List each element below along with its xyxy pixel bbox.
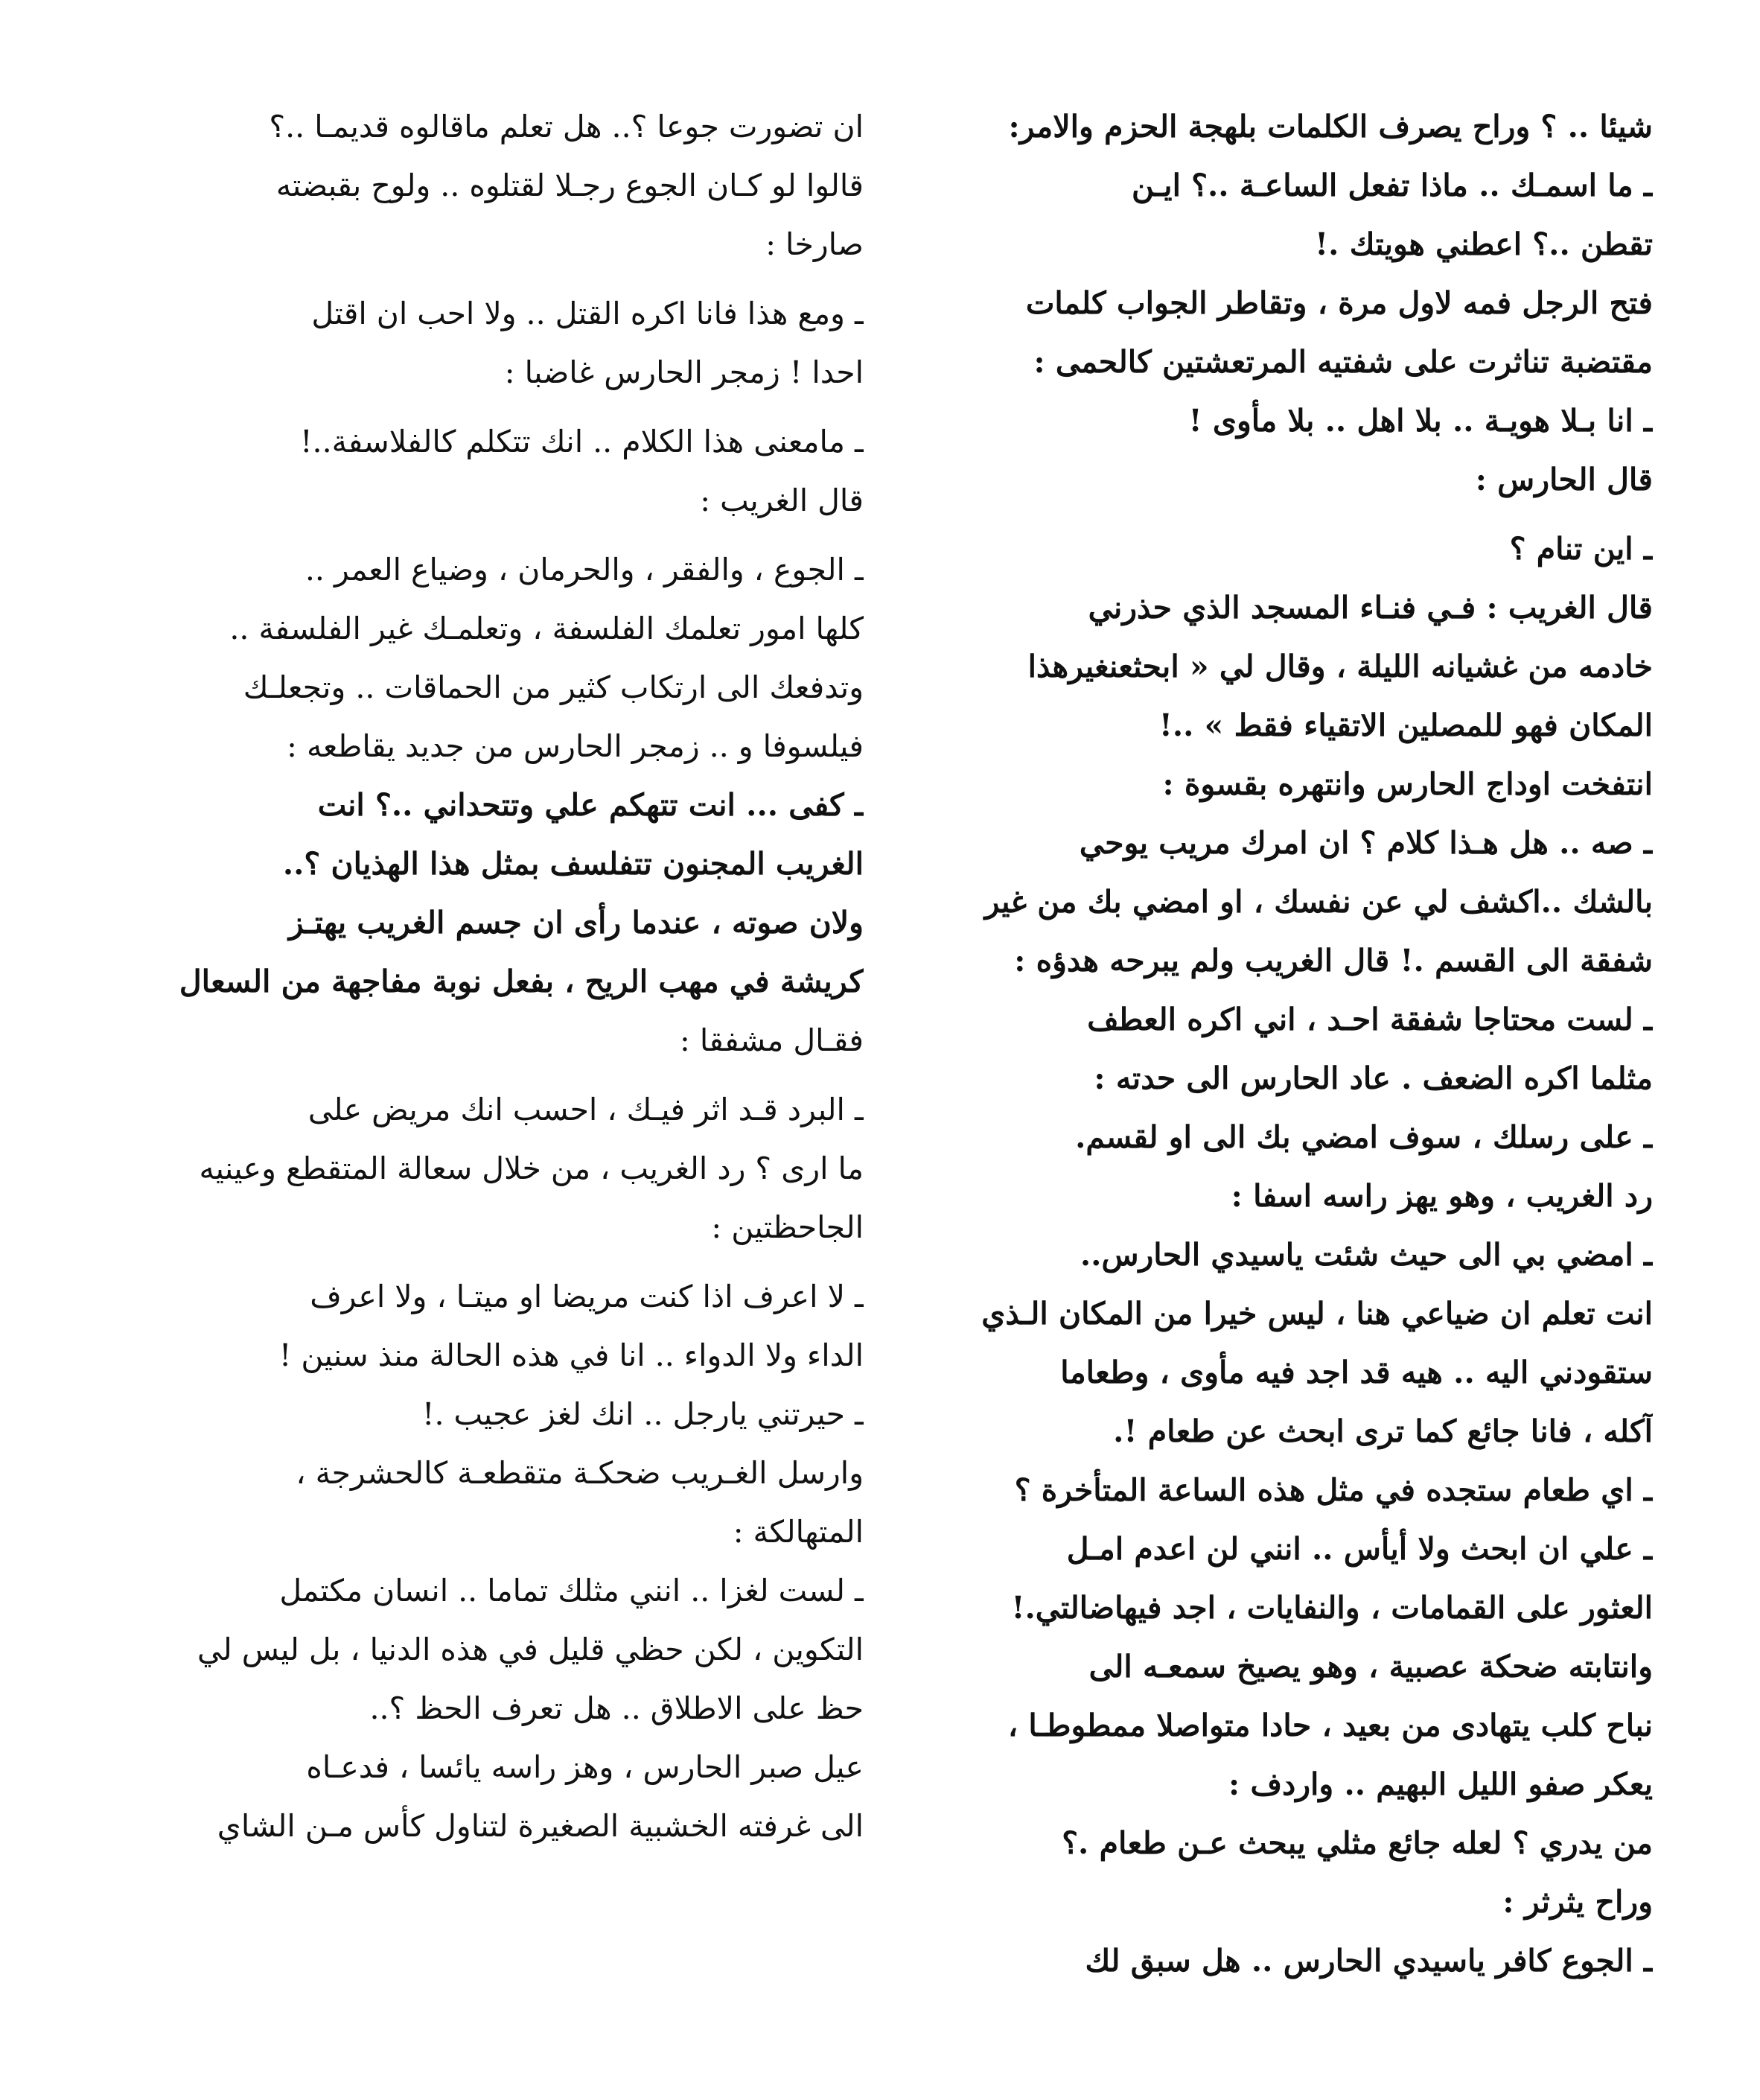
text-line: ستقودني اليه .. هيه قد اجد فيه مأوى ، وطعاما xyxy=(1060,1355,1653,1390)
text-line: فقـال مشفقا : xyxy=(679,1022,864,1058)
text-line: التكوين ، لكن حظي قليل في هذه الدنيا ، بل ليس لي xyxy=(197,1632,864,1667)
text-line: يعكر صفو الليل البهيم .. واردف : xyxy=(1228,1766,1653,1802)
text-line: ـ ما اسمـك .. ماذا تفعل الساعـة ..؟ ايـن xyxy=(1131,168,1653,203)
text-line: شفقة الى القسم .! قال الغريب ولم يبرحه هدؤه : xyxy=(1014,943,1653,979)
text-line: ـ على رسلك ، سوف امضي بك الى او لقسم. xyxy=(1075,1119,1653,1155)
text-line: من يدري ؟ لعله جائع مثلي يبحث عـن طعام .؟ xyxy=(1062,1825,1653,1861)
text-line: ـ امضي بي الى حيث شئت ياسيدي الحارس.. xyxy=(1080,1237,1653,1273)
text-line: ما ارى ؟ رد الغريب ، من خلال سعالة المتقطع وعينيه xyxy=(199,1151,864,1186)
text-line: ـ لا اعرف اذا كنت مريضا او ميتـا ، ولا اعرف xyxy=(310,1279,864,1314)
text-line: انتفخت اوداج الحارس وانتهره بقسوة : xyxy=(1162,766,1653,802)
right-text-column xyxy=(923,104,1653,1997)
text-line: بالشك ..اكشف لي عن نفسك ، او امضي بك من غير xyxy=(984,884,1653,920)
left-text-column xyxy=(134,104,864,1862)
text-line: وراح يثرثر : xyxy=(1502,1884,1653,1920)
text-line: قال الحارس : xyxy=(1475,462,1653,497)
text-line: رد الغريب ، وهو يهز راسه اسفا : xyxy=(1231,1178,1653,1214)
text-line: احدا ! زمجر الحارس غاضبا : xyxy=(504,354,864,390)
text-line: ـ الجوع ، والفقر ، والحرمان ، وضياع العمر .. xyxy=(305,552,864,588)
text-line: ـ مامعنى هذا الكلام .. انك تتكلم كالفلاسفة..! xyxy=(300,424,864,459)
text-line: الغريب المجنون تتفلسف بمثل هذا الهذيان ؟.. xyxy=(282,846,864,882)
text-line: مقتضبة تناثرت على شفتيه المرتعشتين كالحمى : xyxy=(1033,344,1653,380)
text-line: الى غرفته الخشبية الصغيرة لتناول كأس مـن الشاي xyxy=(217,1808,864,1844)
text-line: خادمه من غشيانه الليلة ، وقال لي « ابحثعنغيرهذا xyxy=(1027,649,1653,684)
text-line: انت تعلم ان ضياعي هنا ، ليس خيرا من المكان الـذي xyxy=(981,1296,1653,1331)
text-line: ـ لست محتاجا شفقة احـد ، اني اكره العطف xyxy=(1087,1002,1653,1037)
text-line: ـ البرد قـد اثر فيـك ، احسب انك مريض على xyxy=(307,1092,864,1127)
text-line: ـ الجوع كافر ياسيدي الحارس .. هل سبق لك xyxy=(1085,1943,1653,1979)
text-line: صارخا : xyxy=(765,226,864,262)
text-line: حظ على الاطلاق .. هل تعرف الحظ ؟.. xyxy=(369,1690,864,1726)
text-line: ـ لست لغزا .. انني مثلك تماما .. انسان مكتمل xyxy=(279,1573,864,1609)
text-line: فتح الرجل فمه لاول مرة ، وتقاطر الجواب كلمات xyxy=(1025,285,1653,321)
text-line: فيلسوفا و .. زمجر الحارس من جديد يقاطعه : xyxy=(287,728,864,764)
text-line: المكان فهو للمصلين الاتقياء فقط » ..! xyxy=(1158,707,1653,743)
text-line: كريشة في مهب الريح ، بفعل نوبة مفاجهة من السعال xyxy=(179,964,864,999)
text-line: قالوا لو كـان الجوع رجـلا لقتلوه .. ولوح بقبضته xyxy=(275,168,864,203)
text-line: شيئا .. ؟ وراح يصرف الكلمات بلهجة الحزم والامر: xyxy=(1008,109,1653,144)
text-line: الداء ولا الدواء .. انا في هذه الحالة منذ سنين ! xyxy=(278,1337,864,1373)
text-line: العثور على القمامات ، والنفايات ، اجد فيهاضالتي.! xyxy=(1011,1590,1653,1626)
text-line: ـ اي طعام ستجده في مثل هذه الساعة المتأخرة ؟ xyxy=(1014,1472,1653,1508)
text-line: الجاحظتين : xyxy=(711,1209,864,1245)
text-line: وارسل الغـريب ضحكـة متقطعـة كالحشرجة ، xyxy=(296,1455,864,1491)
text-line: نباح كلب يتهادى من بعيد ، حادا متواصلا ممطوطـا ، xyxy=(1007,1708,1653,1743)
text-line: تقطن ..؟ اعطني هويتك .! xyxy=(1315,226,1653,262)
text-line: مثلما اكره الضعف . عاد الحارس الى حدته : xyxy=(1094,1060,1653,1096)
text-line: وتدفعك الى ارتكاب كثير من الحماقات .. وتجعلـك xyxy=(243,669,864,705)
text-line: ـ كفى ... انت تتهكم علي وتتحداني ..؟ انت xyxy=(317,787,864,823)
text-line: كلها امور تعلمك الفلسفة ، وتعلمـك غير الفلسفة .. xyxy=(229,611,864,646)
text-line: المتهالكة : xyxy=(733,1514,864,1550)
text-line: ـ ومع هذا فانا اكره القتل .. ولا احب ان اقتل xyxy=(311,296,864,331)
text-line: ـ صه .. هل هـذا كلام ؟ ان امرك مريب يوحي xyxy=(1079,825,1653,861)
text-line: ولان صوته ، عندما رأى ان جسم الغريب يهتـز xyxy=(288,905,864,941)
text-line: قال الغريب : xyxy=(700,483,864,518)
text-line: وانتابته ضحكة عصبية ، وهو يصيخ سمعـه الى xyxy=(1088,1649,1653,1684)
text-line: قال الغريب : فـي فنـاء المسجد الذي حذرني xyxy=(1088,590,1653,626)
text-line: ـ انا بـلا هويـة .. بلا اهل .. بلا مأوى ! xyxy=(1188,403,1653,439)
text-line: ـ حيرتني يارجل .. انك لغز عجيب .! xyxy=(421,1396,864,1432)
text-line: ان تضورت جوعا ؟.. هل تعلم ماقالوه قديمـا ..؟ xyxy=(269,109,864,144)
text-line: عيل صبر الحارس ، وهز راسه يائسا ، فدعـاه xyxy=(306,1749,864,1785)
text-line: ـ علي ان ابحث ولا أيأس .. انني لن اعدم امـل xyxy=(1066,1531,1653,1567)
text-line: آكله ، فانا جائع كما ترى ابحث عن طعام !. xyxy=(1113,1413,1653,1449)
text-line: ـ اين تنام ؟ xyxy=(1509,531,1653,567)
